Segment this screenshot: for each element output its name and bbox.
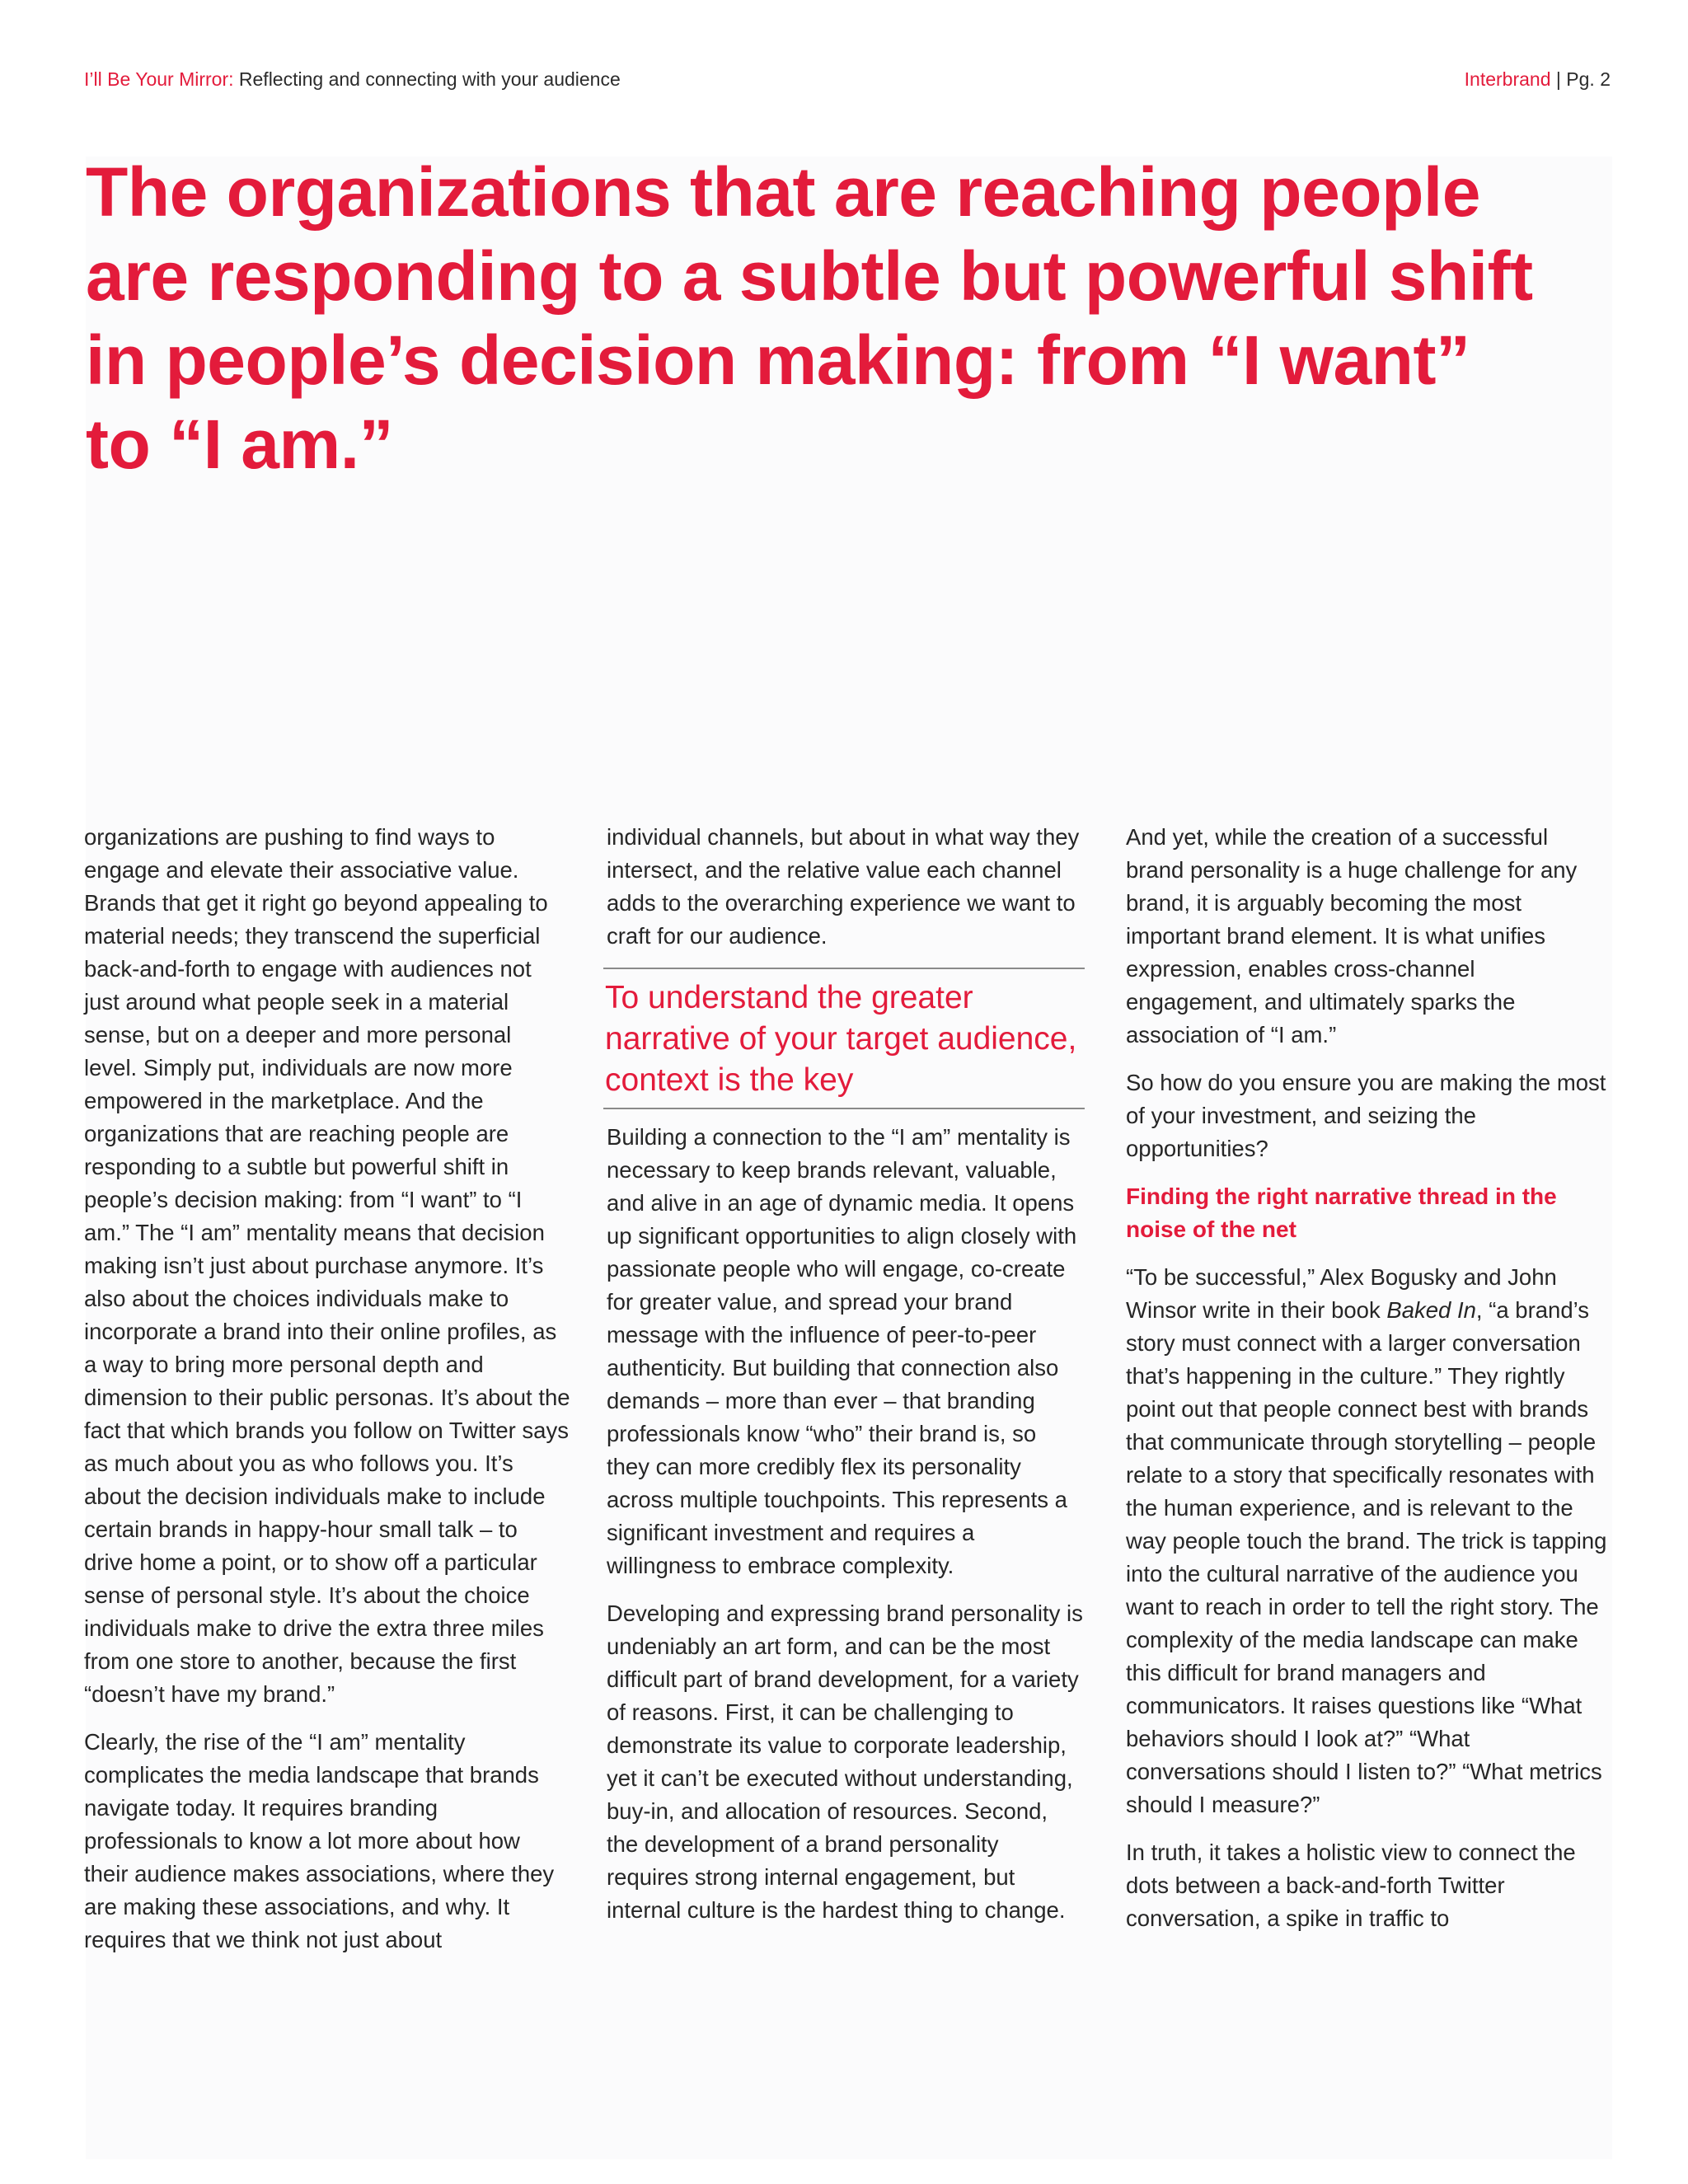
running-header bbox=[84, 63, 1611, 96]
header-title bbox=[84, 63, 621, 96]
text-column-2 bbox=[607, 821, 1085, 1942]
section-subhead: Finding the right narrative thread in the noise of the net bbox=[1126, 1183, 1557, 1242]
text-column-3 bbox=[1126, 821, 1612, 1950]
page-headline: The organizations that are reaching people are responding to a subtle but powerful shift in people’s decision making: from “I want” to “I am.” bbox=[86, 153, 1533, 483]
column2-paragraph-2: Building a connection to the “I am” mentality is necessary to keep brands relevant, valuable, and alive in an age of dynamic media. It opens up significant opportunities to align closely with passionate people who will engage, co-create for greater value, and spread your brand message with the influence of peer-to-peer authenticity. But building that connection also demands – more than ever – that branding professionals know “who” their brand is, so they can more credibly flex its personality across multiple touchpoints. This represents a significant investment and requires a willingness to embrace complexity. bbox=[607, 1124, 1077, 1578]
column1-paragraph-1: organizations are pushing to find ways to engage and elevate their associative value. Brands that get it right go beyond appealing to material needs; they transcend the superficial back-and-forth to engage with audiences not just around what people seek in a material sense, but on a deeper and more personal level. Simply put, individuals are now more empowered in the marketplace. And the organizations that are reaching people are responding to a subtle but powerful shift in people’s decision making: from “I want” to “I am.” The “I am” mentality means that decision making isn’t just about purchase anymore. It’s also about the choices individuals make to incorporate a brand into their online profiles, as a way to bring more personal depth and dimension to their public personas. It’s about the fact that which brands you follow on Twitter says as much about you as who follows you. It’s about the decision individuals make to include certain brands in happy-hour small talk – to drive home a point, or to show off a particular sense of personal style. It’s about the choice individuals make to drive the extra three miles from one store to another, because the first “doesn’t have my brand.” bbox=[84, 824, 570, 1707]
column2-paragraph-3: Developing and expressing brand personality is undeniably an art form, and can be the most difficult part of brand development, for a variety of reasons. First, it can be challenging to demonstrate its value to corporate leadership, yet it can’t be executed without understanding, buy-in, and allocation of resources. Second, the development of a brand personality requires strong internal engagement, but internal culture is the hardest thing to change. bbox=[607, 1601, 1083, 1923]
column1-paragraph-2: Clearly, the rise of the “I am” mentality complicates the media landscape that brands navigate today. It requires branding professionals to know a lot more about how their audience makes associations, where they are making these associations, and why. It requires that we think not just about bbox=[84, 1729, 555, 1952]
quote-body: , “a brand’s story must connect with a larger conversation that’s happening in the culture.” They rightly point out that people connect best with brands that communicate through storytelling – people relate to a story that specifically resonates with the human experience, and is relevant to the way people touch the brand. The trick is tapping into the cultural narrative of the audience you want to reach in order to tell the right story. The complexity of the media landscape can make this difficult for brand managers and communicators. It raises questions like “What behaviors should I look at?” “What conversations should I listen to?” “What metrics should I measure?” bbox=[1126, 1297, 1607, 1817]
column3-paragraph-4: In truth, it takes a holistic view to connect the dots between a back-and-forth Twitter conversation, a spike in traffic to bbox=[1126, 1840, 1576, 1931]
column2-paragraph-1: individual channels, but about in what way they intersect, and the relative value each channel adds to the overarching experience we want to craft for our audience. bbox=[607, 824, 1080, 949]
page-number: Pg. 2 bbox=[1566, 68, 1611, 90]
brand-name: Interbrand bbox=[1464, 68, 1551, 90]
column3-paragraph-1: And yet, while the creation of a successful brand personality is a huge challenge for any brand, it is arguably becoming the most important brand element. It is what unifies expression, enables cross-channel engagement, and ultimately sparks the association of “I am.” bbox=[1126, 824, 1578, 1047]
series-title: I’ll Be Your Mirror: bbox=[84, 68, 234, 90]
column3-paragraph-3 bbox=[1126, 1261, 1612, 1821]
quote-intro: “To be successful,” Alex Bogusky and John Winsor write in their book bbox=[1126, 1264, 1557, 1323]
pull-quote: To understand the greater narrative of your target audience, context is the key bbox=[603, 968, 1085, 1109]
text-column-1 bbox=[84, 821, 570, 1971]
book-title: Baked In bbox=[1386, 1297, 1476, 1323]
column3-paragraph-2: So how do you ensure you are making the most of your investment, and seizing the opportunities? bbox=[1126, 1070, 1606, 1161]
series-subtitle: Reflecting and connecting with your audience bbox=[238, 68, 621, 90]
header-page-info bbox=[1465, 63, 1611, 96]
header-separator: | bbox=[1555, 68, 1561, 90]
